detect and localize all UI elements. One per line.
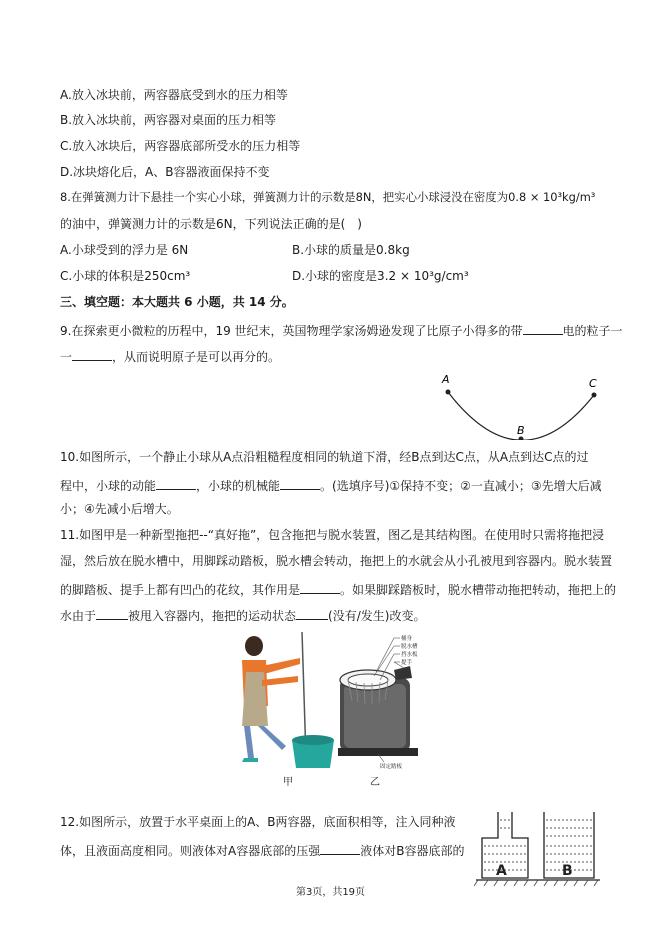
q10-text-b: ，小球的机械能 (196, 479, 281, 493)
caption-jia: 甲 (283, 777, 293, 788)
q10-line3: 小；④先减小后增大。 (60, 502, 179, 516)
q11-line2: 湿，然后放在脱水槽中，用脚踩动踏板，脱水槽会转动，拖把上的水就会从小孔被甩到容器内。脱水装置 (60, 554, 613, 568)
q11-text-c: 水由于 (60, 609, 97, 623)
q7-option-c: C.放入冰块后，两容器底部所受水的压力相等 (60, 139, 301, 153)
mop-bucket-diagram (334, 626, 426, 770)
q9-text-c: 一 (60, 350, 73, 364)
q10-text-a: 程中，小球的动能 (60, 479, 157, 493)
label-b: B (517, 424, 525, 437)
q10-blank-1[interactable] (156, 477, 196, 490)
q9-line2 (60, 348, 280, 363)
q9-blank-2[interactable] (72, 348, 112, 361)
label-bucket-body: 桶身 (401, 636, 413, 642)
label-spin-tub: 脱水槽 (401, 644, 418, 650)
q11-text-d: 被甩入容器内，拖把的运动状态 (128, 609, 297, 623)
track-figure (436, 372, 606, 440)
q9-blank-1[interactable] (523, 322, 563, 335)
caption-yi: 乙 (370, 777, 380, 788)
q8-option-d: D.小球的密度是3.2 × 10³g/cm³ (292, 269, 469, 283)
q11-line4 (60, 607, 425, 622)
q11-blank-2[interactable] (96, 607, 128, 620)
q9-text-d: ，从而说明原子是可以再分的。 (112, 350, 281, 364)
container-b-label: B (562, 863, 573, 879)
mop-user-illustration (232, 628, 342, 770)
q10-blank-2[interactable] (280, 477, 320, 490)
q11-text-a: 的脚踏板、提手上都有凹凸的花纹，其作用是 (60, 583, 301, 597)
q11-line1: 11.如图甲是一种新型拖把--“真好拖”，包含拖把与脱水装置，图乙是其结构图。在使用时只需将拖把浸 (60, 528, 605, 542)
point-c-dot (592, 393, 597, 398)
q8-option-b: B.小球的质量是0.8kg (292, 243, 410, 257)
q11-line3 (60, 581, 616, 596)
point-b-dot (519, 437, 524, 441)
q12-line1: 12.如图所示，放置于水平桌面上的A、B两容器，底面积相等，注入同种液 (60, 815, 456, 829)
q8-stem-line1: 8.在弹簧测力计下悬挂一个实心小球，弹簧测力计的示数是8N，把实心小球浸没在密度为0.8 × 10³kg/m³ (60, 190, 596, 204)
q8-stem-line2: 的油中，弹簧测力计的示数是6N，下列说法正确的是( ) (60, 217, 362, 231)
container-a-label: A (496, 863, 507, 879)
q10-line2 (60, 477, 602, 492)
section-heading: 三、填空题：本大题共 6 小题，共 14 分。 (60, 295, 294, 309)
q7-option-a: A.放入冰块前，两容器底受到水的压力相等 (60, 88, 288, 102)
label-a: A (442, 373, 450, 386)
q9-text-a: 9.在探索更小微粒的历程中，19 世纪末，英国物理学家汤姆逊发现了比原子小得多的带 (60, 324, 523, 338)
page-footer: 第3页，共19页 (295, 887, 366, 898)
q11-blank-3[interactable] (296, 607, 328, 620)
q11-text-e: (没有/发生)改变。 (328, 609, 426, 623)
label-handle: 提手 (401, 660, 413, 666)
q12-line2 (60, 842, 464, 857)
q8-option-a: A.小球受到的浮力是 6N (60, 243, 189, 257)
containers-figure (474, 808, 602, 888)
q9-text-b: 电的粒子一 (562, 324, 623, 338)
label-c: C (589, 377, 597, 390)
label-pedal: 固定踏板 (380, 764, 403, 770)
label-splash-guard: 挡水板 (401, 652, 418, 658)
point-a-dot (446, 390, 451, 395)
q10-line1: 10.如图所示，一个静止小球从A点沿粗糙程度相同的轨道下滑，经B点到达C点，从A点到达C点的过 (60, 450, 589, 464)
q11-blank-1[interactable] (300, 581, 340, 594)
q8-option-c: C.小球的体积是250cm³ (60, 269, 191, 283)
q12-blank-1[interactable] (320, 842, 360, 855)
q7-option-b: B.放入冰块前，两容器对桌面的压力相等 (60, 113, 277, 127)
q9-line1 (60, 322, 623, 337)
q7-option-d: D.冰块熔化后，A、B容器液面保持不变 (60, 165, 270, 179)
q12-text-b: 液体对B容器底部的 (360, 844, 465, 858)
q11-text-b: 。如果脚踩踏板时，脱水槽带动拖把转动，拖把上的 (340, 583, 617, 597)
q12-text-a: 体，且液面高度相同。则液体对A容器底部的压强 (60, 844, 321, 858)
q10-text-c: 。(选填序号)①保持不变；②一直减小；③先增大后减 (320, 479, 602, 493)
